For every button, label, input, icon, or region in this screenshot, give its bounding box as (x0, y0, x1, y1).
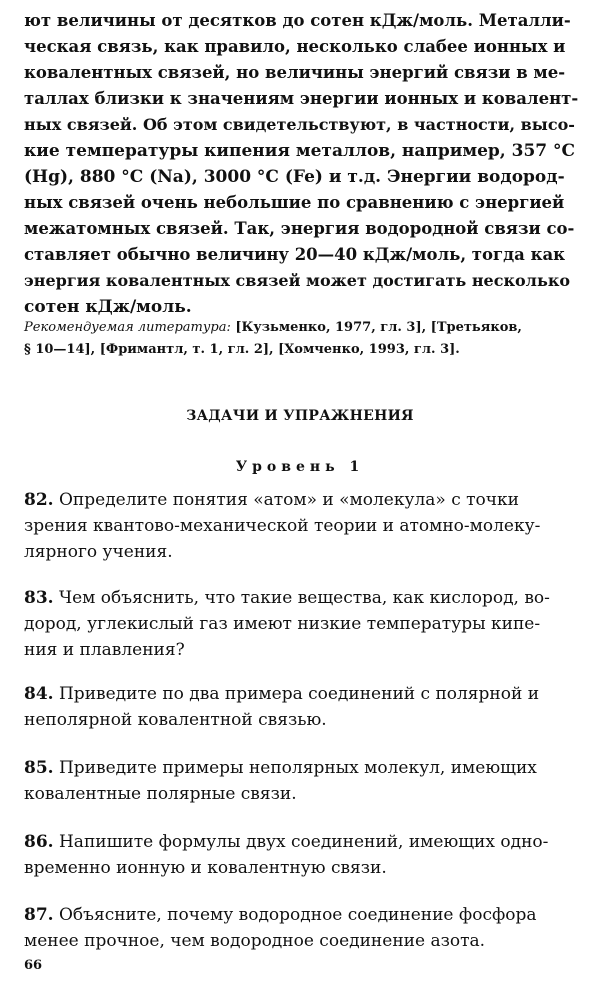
task-text: Определите понятия «атом» и «молекула» с точки (53, 490, 519, 510)
task-84 (24, 681, 580, 733)
task-text: Чем объяснить, что такие вещества, как кислород, во- (53, 588, 550, 608)
task-line (24, 902, 580, 928)
task-text: Объясните, почему водородное соединение фосфора (53, 905, 537, 925)
text-line: ческая связь, как правило, несколько слабее ионных и (24, 37, 566, 56)
page-number: 66 (24, 958, 43, 973)
text-line: ют величины от десятков до сотен кДж/моль. Металли- (24, 11, 571, 30)
text-line: ставляет обычно величину 20—40 кДж/моль, тогда как (24, 245, 566, 264)
task-86 (24, 829, 580, 881)
task-text: Приведите примеры неполярных молекул, имеющих (53, 758, 537, 778)
task-number: 87. (24, 905, 54, 925)
task-line: лярного учения. (24, 542, 173, 562)
task-line: зрения квантово-механической теории и атомно-молеку- (24, 516, 541, 536)
section-title: ЗАДАЧИ И УПРАЖНЕНИЯ (186, 408, 414, 424)
text-line: энергия ковалентных связей может достигать несколько (24, 271, 571, 290)
text-line: (Hg), 880 °С (Na), 3000 °С (Fe) и т.д. Энергии водород- (24, 167, 565, 187)
text-line: кие температуры кипения металлов, например, 357 °С (24, 141, 576, 161)
task-number: 84. (24, 684, 54, 704)
task-line (24, 487, 580, 513)
task-line (24, 829, 580, 855)
task-line: ния и плавления? (24, 640, 185, 660)
text-line: ных связей. Об этом свидетельствуют, в частности, высо- (24, 115, 575, 134)
task-line: дород, углекислый газ имеют низкие температуры кипе- (24, 614, 541, 634)
reference-line: § 10—14], [Фримантл, т. 1, гл. 2], [Хомченко, 1993, гл. 3]. (24, 342, 460, 357)
task-85 (24, 755, 580, 807)
task-text: Напишите формулы двух соединений, имеющих одно- (53, 832, 549, 852)
level-title: Уровень 1 (235, 459, 365, 475)
task-text: Приведите по два примера соединений с полярной и (53, 684, 540, 704)
reference-text: [Кузьменко, 1977, гл. 3], [Третьяков, (230, 320, 522, 335)
task-87 (24, 902, 580, 954)
task-line (24, 681, 580, 707)
task-number: 86. (24, 832, 54, 852)
task-line (24, 755, 580, 781)
task-line: ковалентные полярные связи. (24, 784, 297, 804)
text-line: межатомных связей. Так, энергия водородной связи со- (24, 219, 575, 238)
task-number: 85. (24, 758, 54, 778)
task-82 (24, 487, 580, 565)
text-line: сотен кДж/моль. (24, 297, 192, 317)
task-line: временно ионную и ковалентную связи. (24, 858, 387, 878)
text-line: ных связей очень небольшие по сравнению с энергией (24, 193, 565, 212)
task-line: менее прочное, чем водородное соединение азота. (24, 931, 486, 951)
reference-line (24, 317, 580, 339)
text-line: ковалентных связей, но величины энергий связи в ме- (24, 63, 566, 82)
intro-paragraph (24, 8, 580, 320)
task-83 (24, 585, 580, 663)
reference-label: Рекомендуемая литература: (24, 320, 231, 335)
task-number: 83. (24, 588, 54, 608)
task-line: неполярной ковалентной связью. (24, 710, 327, 730)
task-number: 82. (24, 490, 54, 510)
task-line (24, 585, 580, 611)
text-line: таллах близки к значениям энергии ионных и ковалент- (24, 89, 579, 108)
recommended-literature (24, 317, 580, 361)
